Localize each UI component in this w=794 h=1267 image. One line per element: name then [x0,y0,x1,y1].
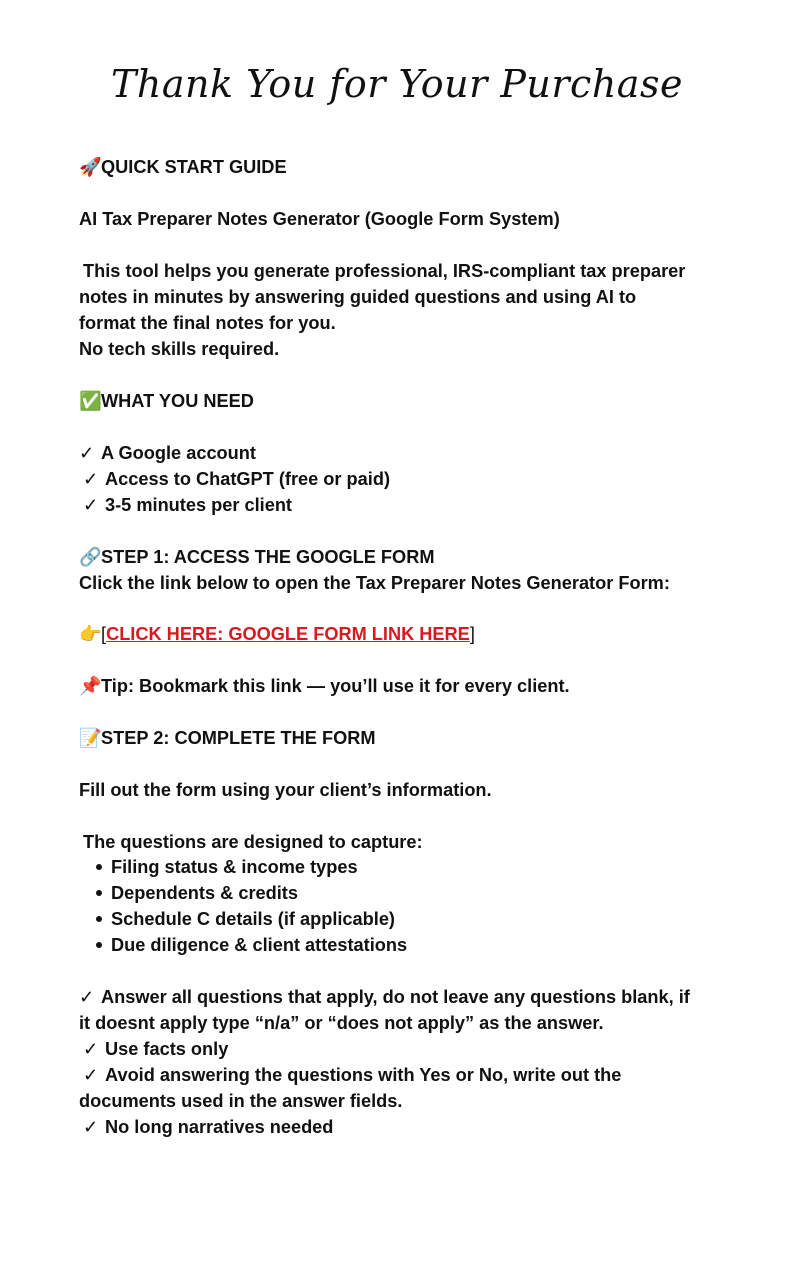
link-icon: 🔗 [79,547,102,567]
checkmark-icon: ✓ [79,443,95,463]
quick-start-heading: 🚀QUICK START GUIDE [79,157,287,177]
instruction-line: ✓ Use facts only [83,1039,229,1059]
need-item: ✓ A Google account [79,443,256,463]
bullet-dot [96,916,102,922]
pushpin-icon: 📌 [79,676,102,696]
intro-line: No tech skills required. [79,339,280,359]
bullet-dot [96,890,102,896]
step1-text: Click the link below to open the Tax Preparer Notes Generator Form: [79,573,670,593]
intro-line: notes in minutes by answering guided questions and using AI to [79,287,637,307]
check-box-icon: ✅ [79,391,102,411]
pointing-hand-icon: 👉 [79,624,102,644]
step2-text: Fill out the form using your client’s information. [79,780,492,800]
memo-icon: 📝 [79,728,102,748]
checkmark-icon: ✓ [79,987,95,1007]
instruction-line: ✓ No long narratives needed [83,1117,334,1137]
capture-item: Due diligence & client attestations [111,935,408,955]
checkmark-icon: ✓ [83,1117,99,1137]
rocket-icon: 🚀 [79,157,102,177]
bullet-dot [96,864,102,870]
step2-heading: 📝STEP 2: COMPLETE THE FORM [79,728,376,748]
intro-line: This tool helps you generate professional, IRS-compliant tax preparer [83,261,686,281]
checkmark-icon: ✓ [83,1065,99,1085]
capture-item: Dependents & credits [111,883,298,903]
capture-item: Schedule C details (if applicable) [111,909,395,929]
checkmark-icon: ✓ [83,1039,99,1059]
capture-item: Filing status & income types [111,857,358,877]
what-you-need-heading: ✅WHAT YOU NEED [79,391,254,411]
instruction-line: it doesnt apply type “n/a” or “does not apply” as the answer. [79,1013,604,1033]
bullet-dot [96,942,102,948]
intro-line: format the final notes for you. [79,313,336,333]
instruction-line: documents used in the answer fields. [79,1091,403,1111]
capture-intro: The questions are designed to capture: [83,832,423,852]
need-item: ✓ Access to ChatGPT (free or paid) [83,469,390,489]
instruction-line: ✓ Avoid answering the questions with Yes or No, write out the [83,1065,622,1085]
google-form-link[interactable]: CLICK HERE: GOOGLE FORM LINK HERE [106,624,470,644]
page-title: Thank You for Your Purchase [111,62,683,106]
instruction-line: ✓ Answer all questions that apply, do not leave any questions blank, if [79,987,690,1007]
checkmark-icon: ✓ [83,495,99,515]
checkmark-icon: ✓ [83,469,99,489]
tip-line: 📌Tip: Bookmark this link — you’ll use it for every client. [79,676,570,696]
need-item: ✓ 3-5 minutes per client [83,495,292,515]
product-name: AI Tax Preparer Notes Generator (Google Form System) [79,209,560,229]
step1-heading: 🔗STEP 1: ACCESS THE GOOGLE FORM [79,547,435,567]
form-link-line: 👉[CLICK HERE: GOOGLE FORM LINK HERE] [79,624,475,644]
